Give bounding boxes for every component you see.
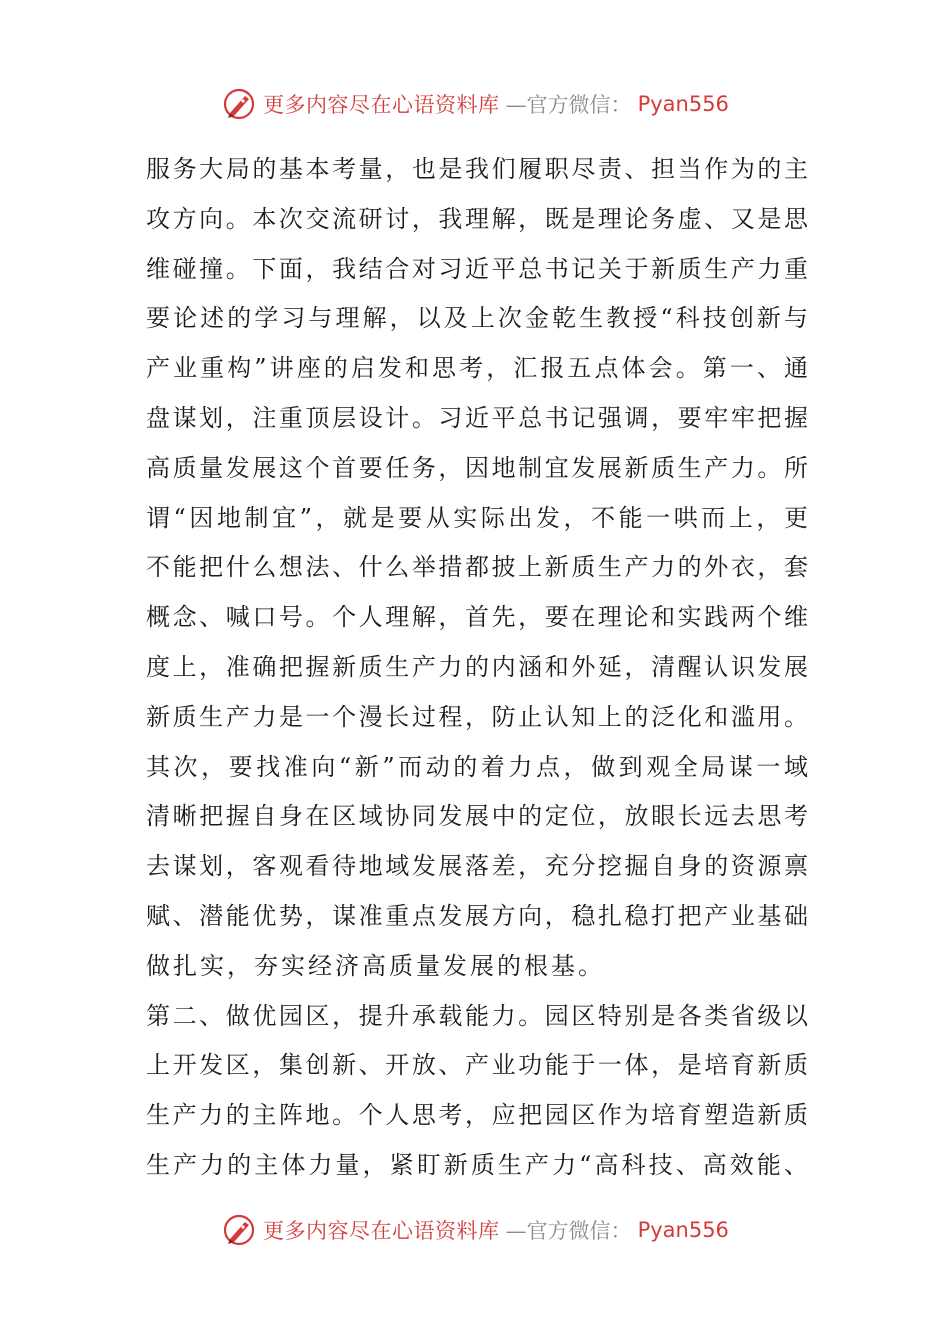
header-watermark-banner	[0, 84, 950, 124]
text-line: 生产力的主阵地。个人思考，应把园区作为培育塑造新质	[146, 1101, 808, 1130]
pen-logo-icon	[221, 1212, 257, 1248]
banner-site-name: 更多内容尽在心语资料库	[263, 1219, 500, 1243]
banner-site-name: 更多内容尽在心语资料库	[263, 93, 500, 117]
footer-banner-inner	[221, 1212, 729, 1248]
text-line: 做扎实，夯实经济高质量发展的根基。	[146, 951, 605, 980]
text-line: 生产力的主体力量，紧盯新质生产力“高科技、高效能、	[146, 1150, 808, 1179]
text-line: 赋、潜能优势，谋准重点发展方向，稳扎稳打把产业基础	[146, 901, 808, 930]
text-line: 攻方向。本次交流研讨，我理解，既是理论务虚、又是思	[146, 204, 808, 233]
text-line: 服务大局的基本考量，也是我们履职尽责、担当作为的主	[146, 155, 808, 183]
text-line: 新质生产力是一个漫长过程，防止认知上的泛化和滥用。	[146, 702, 808, 731]
text-line: 产业重构”讲座的启发和思考，汇报五点体会。第一、通	[146, 354, 808, 383]
text-line: 上开发区，集创新、开放、产业功能于一体，是培育新质	[146, 1051, 808, 1080]
text-line: 第二、做优园区，提升承载能力。园区特别是各类省级以	[146, 1001, 808, 1030]
text-line: 高质量发展这个首要任务，因地制宜发展新质生产力。所	[146, 453, 808, 482]
paragraph-1	[146, 145, 808, 992]
header-banner-inner	[221, 86, 729, 122]
text-line: 度上，准确把握新质生产力的内涵和外延，清醒认识发展	[146, 652, 808, 681]
banner-wechat-id: Pyan556	[637, 92, 729, 116]
footer-watermark-banner	[0, 1210, 950, 1250]
text-line: 概念、喊口号。个人理解，首先，要在理论和实践两个维	[146, 603, 808, 632]
text-line: 维碰撞。下面，我结合对习近平总书记关于新质生产力重	[146, 254, 808, 283]
text-line: 要论述的学习与理解，以及上次金乾生教授“科技创新与	[146, 304, 808, 333]
banner-wechat-id: Pyan556	[637, 1218, 729, 1242]
banner-wechat-label: —官方微信：	[505, 93, 632, 117]
pen-logo-icon	[221, 86, 257, 122]
paragraph-2	[146, 992, 808, 1191]
text-line: 盘谋划，注重顶层设计。习近平总书记强调，要牢牢把握	[146, 403, 808, 432]
text-line: 清晰把握自身在区域协同发展中的定位，放眼长远去思考	[146, 802, 808, 831]
document-body	[146, 145, 808, 1191]
text-line: 谓“因地制宜”，就是要从实际出发，不能一哄而上，更	[146, 503, 808, 532]
text-line: 其次，要找准向“新”而动的着力点，做到观全局谋一域	[146, 752, 808, 781]
banner-wechat-label: —官方微信：	[505, 1219, 632, 1243]
text-line: 不能把什么想法、什么举措都披上新质生产力的外衣，套	[146, 553, 808, 582]
text-line: 去谋划，客观看待地域发展落差，充分挖掘自身的资源禀	[146, 852, 808, 881]
